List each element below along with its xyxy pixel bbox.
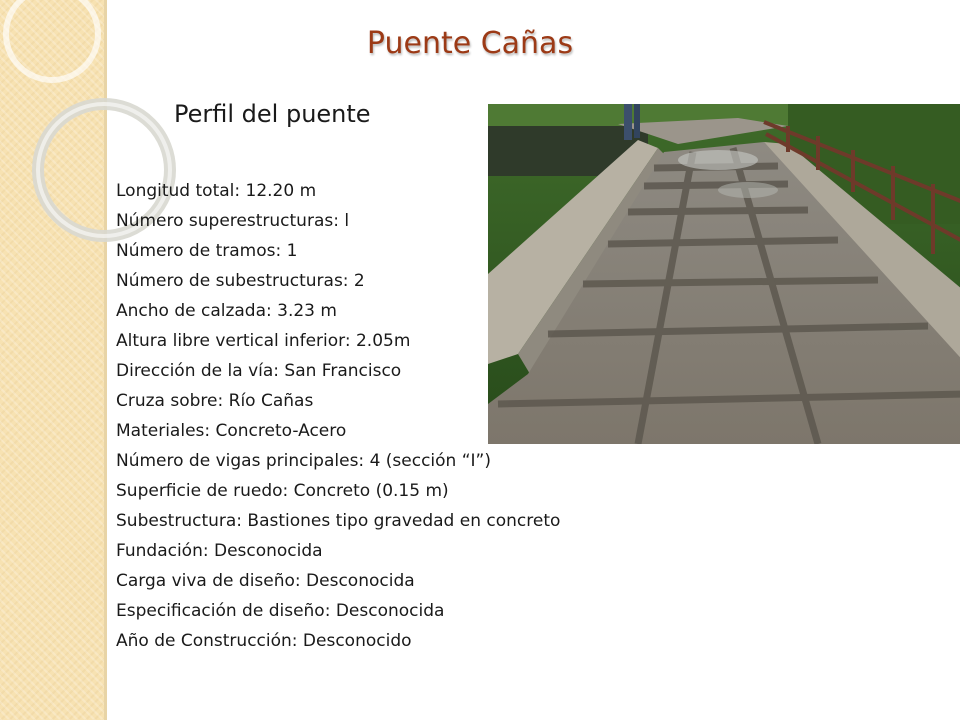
spec-item-vigas: Número de vigas principales: 4 (sección “I”) xyxy=(116,451,491,471)
spec-item-subestructura: Subestructura: Bastiones tipo gravedad en concreto xyxy=(116,511,561,531)
spec-item-tramos: Número de tramos: 1 xyxy=(116,241,298,261)
slide-title: Puente Cañas xyxy=(366,26,574,61)
spec-list xyxy=(116,176,560,656)
spec-item-direccion: Dirección de la vía: San Francisco xyxy=(116,361,402,381)
spec-item-ancho-calzada: Ancho de calzada: 3.23 m xyxy=(116,301,337,321)
spec-item-fundacion: Fundación: Desconocida xyxy=(116,541,323,561)
spec-item-especificacion: Especificación de diseño: Desconocida xyxy=(116,601,445,621)
spec-item-altura-libre: Altura libre vertical inferior: 2.05m xyxy=(116,331,411,351)
spec-item-superficie: Superficie de ruedo: Concreto (0.15 m) xyxy=(116,481,449,501)
spec-item-superestructuras: Número superestructuras: l xyxy=(116,211,350,231)
spec-item-cruza-sobre: Cruza sobre: Río Cañas xyxy=(116,391,314,411)
spec-item-anio-construccion: Año de Construcción: Desconocido xyxy=(116,631,412,651)
slide-subtitle: Perfil del puente xyxy=(174,100,371,128)
spec-item-subestructuras: Número de subestructuras: 2 xyxy=(116,271,365,291)
spec-item-carga-viva: Carga viva de diseño: Desconocida xyxy=(116,571,415,591)
spec-item-longitud: Longitud total: 12.20 m xyxy=(116,181,317,201)
spec-item-materiales: Materiales: Concreto-Acero xyxy=(116,421,347,441)
